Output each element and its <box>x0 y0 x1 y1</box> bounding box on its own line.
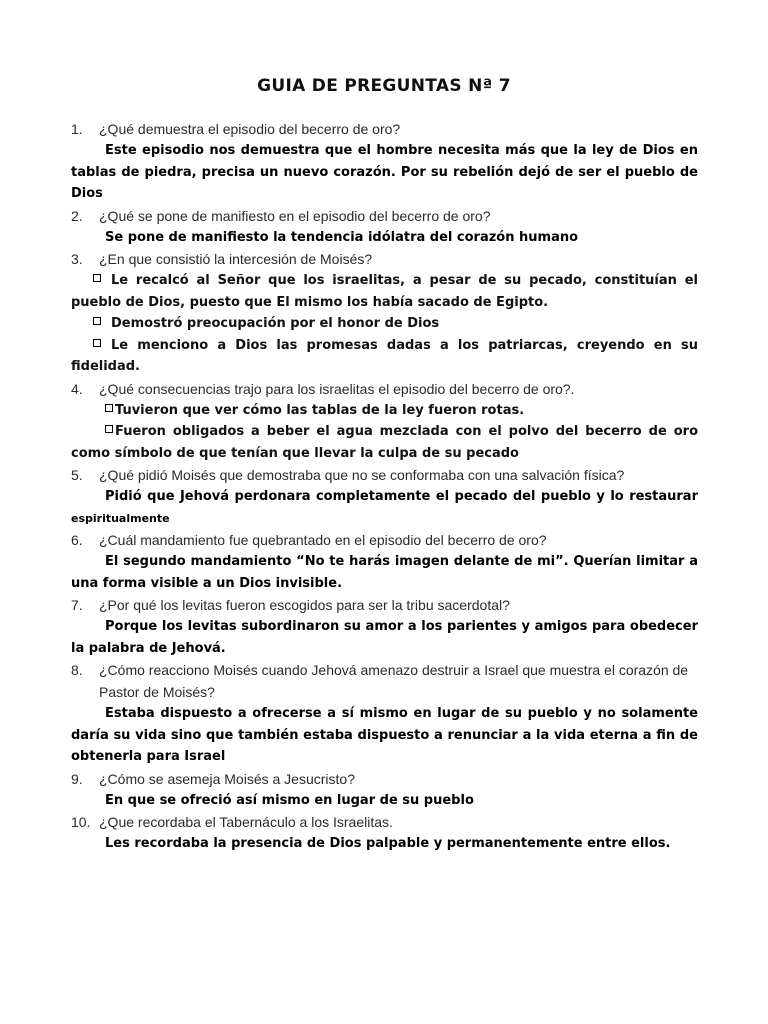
question-number: 10. <box>71 814 91 830</box>
question-text: ¿Que recordaba el Tabernáculo a los Israelitas. <box>99 814 393 830</box>
answer-text: Pidió que Jehová perdonara completamente el pecado del pueblo y lo restaurar <box>105 489 698 504</box>
question-text: ¿Qué consecuencias trajo para los israelitas el episodio del becerro de oro?. <box>99 380 575 397</box>
question-text: ¿Qué pidió Moisés que demostraba que no se conformaba con una salvación física? <box>99 467 625 483</box>
answer-8: Estaba dispuesto a ofrecerse a sí mismo en lugar de su pueblo y no solamente daría su vida sino que también estaba dispuesto a renunciar a la vida eterna a fin de obtenerla para Israel <box>71 706 698 764</box>
question-7 <box>71 594 698 616</box>
question-number: 7. <box>71 597 83 613</box>
bullet-text: Fueron obligados a beber el agua mezclada con el polvo del becerro de oro como símbolo de que tenían que llevar la culpa de su pecado <box>71 424 698 461</box>
question-5 <box>71 464 698 486</box>
question-number: 8. <box>71 662 83 678</box>
question-text: ¿Cómo reacciono Moisés cuando Jehová amenazo destruir a Israel que muestra el corazón de Pastor de Moisés? <box>99 662 689 700</box>
answer-3-bullet-2 <box>71 313 698 335</box>
question-1 <box>71 118 698 140</box>
question-text: ¿En que consistió la intercesión de Moisés? <box>99 251 373 267</box>
question-number: 9. <box>71 770 83 787</box>
question-text: ¿Por qué los levitas fueron escogidos para ser la tribu sacerdotal? <box>99 597 510 613</box>
answer-3-bullet-1 <box>71 270 698 313</box>
bullet-text: Le recalcó al Señor que los israelitas, a pesar de su pecado, constituían el pueblo de Dios, puesto que El mismo los había sacado de Egipto. <box>71 273 698 310</box>
answer-text-small: espiritualmente <box>71 511 170 525</box>
question-number: 6. <box>71 532 83 548</box>
question-2 <box>71 205 698 227</box>
answer-4-bullet-1 <box>71 400 698 422</box>
bullet-text: Demostró preocupación por el honor de Dios <box>111 316 440 331</box>
question-6 <box>71 529 698 551</box>
question-text: ¿Cuál mandamiento fue quebrantado en el episodio del becerro de oro? <box>99 532 547 548</box>
question-number: 1. <box>71 121 83 137</box>
answer-5 <box>71 486 698 529</box>
question-number: 5. <box>71 467 83 483</box>
question-9 <box>71 768 698 790</box>
square-bullet-icon <box>105 404 113 412</box>
square-bullet-icon <box>93 339 101 347</box>
question-number: 2. <box>71 207 83 224</box>
page-title: GUIA DE PREGUNTAS Nª 7 <box>257 76 511 96</box>
question-4 <box>71 378 698 400</box>
answer-3-bullet-3 <box>71 335 698 378</box>
square-bullet-icon <box>93 274 101 282</box>
answer-9: En que se ofreció así mismo en lugar de su pueblo <box>105 792 474 808</box>
answer-10: Les recordaba la presencia de Dios palpable y permanentemente entre ellos. <box>105 836 671 851</box>
square-bullet-icon <box>93 317 101 325</box>
question-10 <box>71 811 698 833</box>
question-text: ¿Qué demuestra el episodio del becerro de oro? <box>99 121 401 137</box>
question-number: 3. <box>71 251 83 267</box>
answer-1: Este episodio nos demuestra que el hombre necesita más que la ley de Dios en tablas de piedra, precisa un nuevo corazón. Por su rebelión dejó de ser el pueblo de Dios <box>71 143 698 201</box>
question-list <box>71 118 698 855</box>
answer-7: Porque los levitas subordinaron su amor a los parientes y amigos para obedecer la palabra de Jehová. <box>71 619 698 656</box>
bullet-text: Le menciono a Dios las promesas dadas a los patriarcas, creyendo en su fidelidad. <box>71 337 698 374</box>
answer-2: Se pone de manifiesto la tendencia idólatra del corazón humano <box>105 229 579 245</box>
question-number: 4. <box>71 380 83 397</box>
answer-4-bullet-2 <box>71 421 698 464</box>
question-8 <box>71 659 698 703</box>
question-text: ¿Qué se pone de manifiesto en el episodio del becerro de oro? <box>99 207 491 224</box>
question-text: ¿Cómo se asemeja Moisés a Jesucristo? <box>99 770 355 787</box>
bullet-text: Tuvieron que ver cómo las tablas de la ley fueron rotas. <box>115 402 525 418</box>
square-bullet-icon <box>105 425 113 433</box>
answer-6: El segundo mandamiento “No te harás imagen delante de mi”. Querían limitar a una forma visible a un Dios invisible. <box>71 554 698 591</box>
question-3 <box>71 248 698 270</box>
